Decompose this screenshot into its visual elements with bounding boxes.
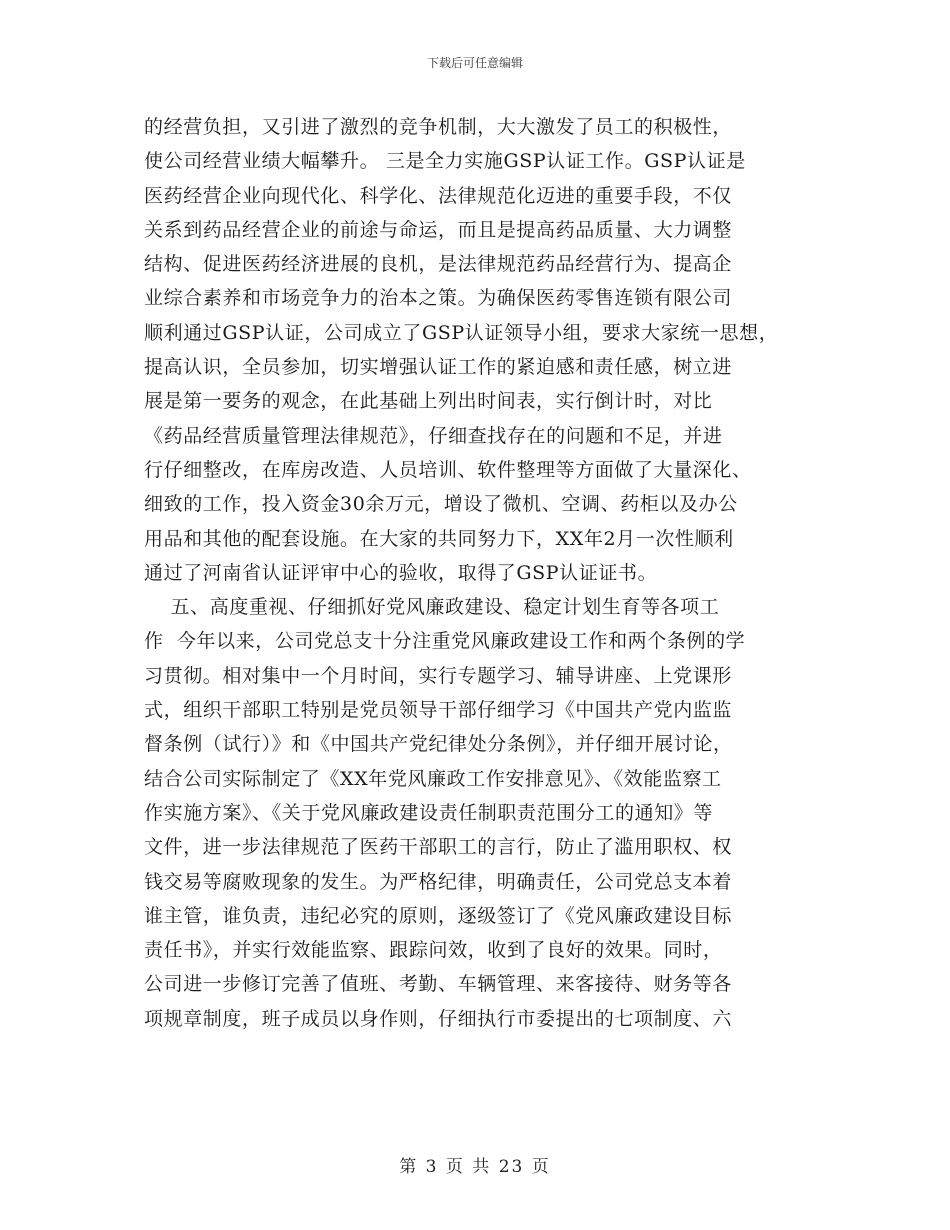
page-number: 第 3 页 共 23 页: [399, 1157, 551, 1177]
body-line: 关系到药品经营企业的前途与命运，而且是提高药品质量、大力调整: [144, 218, 733, 241]
body-line: 提高认识，全员参加，切实增强认证工作的紧迫感和责任感，树立进: [144, 356, 733, 379]
document-body: [144, 110, 834, 1036]
body-line: 的经营负担，又引进了激烈的竞争机制，大大激发了员工的积极性，: [144, 116, 733, 138]
body-line: 使公司经营业绩大幅攀升。 三是全力实施GSP认证工作。GSP认证是: [144, 150, 746, 173]
body-line: 通过了河南省认证评审中心的验收，取得了GSP认证证书。: [144, 561, 658, 584]
body-line: 文件，进一步法律规范了医药干部职工的言行，防止了滥用职权、权: [144, 836, 733, 859]
body-line: 五、高度重视、仔细抓好党风廉政建设、稳定计划生育等各项工: [144, 596, 720, 619]
body-line: 业综合素养和市场竞争力的治本之策。为确保医药零售连锁有限公司: [144, 287, 733, 310]
body-line: 公司进一步修订完善了值班、考勤、车辆管理、来客接待、财务等各: [144, 973, 733, 996]
page-header-note: 下载后可任意编辑: [426, 56, 523, 70]
body-line: 谁主管，谁负责，违纪必究的原则，逐级签订了《党风廉政建设目标: [144, 904, 733, 927]
body-line: 钱交易等腐败现象的发生。为严格纪律，明确责任，公司党总支本着: [144, 870, 733, 893]
body-line: 作实施方案》、《关于党风廉政建设责任制职责范围分工的通知》等: [144, 801, 714, 824]
body-line: 细致的工作，投入资金30余万元，增设了微机、空调、药柜以及办公: [144, 493, 738, 516]
body-line: 用品和其他的配套设施。在大家的共同努力下，XX年2月一次性顺利: [144, 527, 734, 550]
body-line: 展是第一要务的观念，在此基础上列出时间表，实行倒计时，对比: [144, 390, 713, 413]
body-line: 医药经营企业向现代化、科学化、法律规范化迈进的重要手段，不仅: [144, 184, 733, 207]
body-line: 《药品经营质量管理法律规范》，仔细查找存在的问题和不足，并进: [144, 424, 723, 447]
body-line: 行仔细整改，在库房改造、人员培训、软件整理等方面做了大量深化、: [144, 458, 752, 481]
body-line: 式，组织干部职工特别是党员领导干部仔细学习《中国共产党内监监: [144, 699, 733, 722]
body-line: 结构、促进医药经济进展的良机，是法律规范药品经营行为、提高企: [144, 253, 733, 276]
body-line: 项规章制度，班子成员以身作则，仔细执行市委提出的七项制度、六: [144, 1007, 733, 1030]
body-line: 顺利通过GSP认证，公司成立了GSP认证领导小组，要求大家统一思想，: [144, 321, 779, 344]
body-line: 责任书》，并实行效能监察、跟踪问效，收到了良好的效果。同时，: [144, 939, 723, 962]
body-line: 督条例（试行）》和《中国共产党纪律处分条例》，并仔细开展讨论，: [144, 733, 733, 756]
body-line: 习贯彻。相对集中一个月时间，实行专题学习、辅导讲座、上党课形: [144, 664, 733, 687]
body-line: 作 今年以来，公司党总支十分注重党风廉政建设工作和两个条例的学: [144, 630, 746, 653]
body-line: 结合公司实际制定了《XX年党风廉政工作安排意见》、《效能监察工: [144, 767, 722, 790]
